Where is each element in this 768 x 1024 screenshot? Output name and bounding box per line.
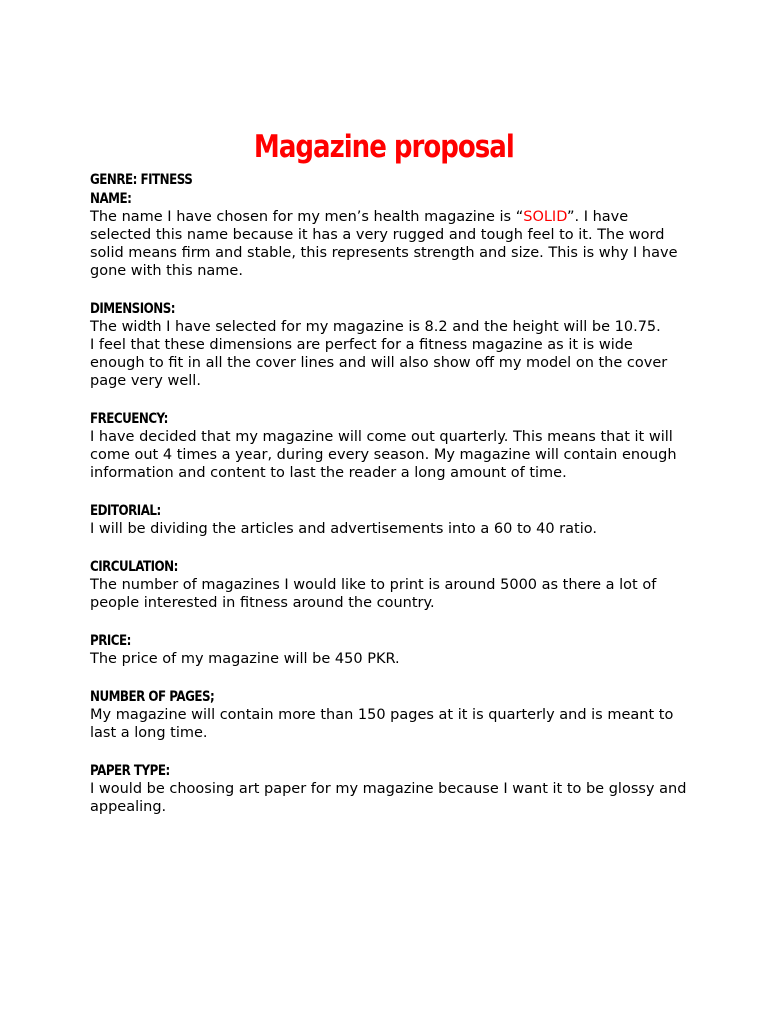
section-number-of-pages bbox=[90, 688, 690, 742]
section-circulation bbox=[90, 558, 690, 612]
section-name bbox=[90, 190, 690, 280]
section-heading: DIMENSIONS: bbox=[90, 301, 176, 317]
section-heading: NAME: bbox=[90, 191, 132, 207]
section-heading: CIRCULATION: bbox=[90, 559, 178, 575]
section-heading: EDITORIAL: bbox=[90, 503, 161, 519]
section-price bbox=[90, 632, 690, 668]
section-paragraph: My magazine will contain more than 150 pages at it is quarterly and is meant to last a long time. bbox=[90, 707, 674, 741]
section-heading: PAPER TYPE: bbox=[90, 763, 170, 779]
section-editorial bbox=[90, 502, 690, 538]
paragraph-text: ”. I have selected this name because it has a very rugged and tough feel to it. The word solid means firm and stable, this represents strength and size. This is why I have gone with this name. bbox=[90, 209, 678, 279]
section-dimensions bbox=[90, 300, 690, 390]
genre-heading: GENRE: FITNESS bbox=[90, 172, 193, 188]
section-paragraph: The width I have selected for my magazine is 8.2 and the height will be 10.75. bbox=[90, 319, 661, 335]
paragraph-text: The name I have chosen for my men’s health magazine is “ bbox=[90, 209, 524, 225]
section-paragraph: The price of my magazine will be 450 PKR. bbox=[90, 651, 400, 667]
document-title: Magazine proposal bbox=[253, 129, 514, 165]
section-heading: NUMBER OF PAGES; bbox=[90, 689, 215, 705]
section-paragraph bbox=[90, 208, 690, 280]
section-heading: PRICE: bbox=[90, 633, 131, 649]
section-paragraph: The number of magazines I would like to print is around 5000 as there a lot of people interested in fitness around the country. bbox=[90, 577, 657, 611]
section-paper-type bbox=[90, 762, 690, 816]
document-body bbox=[90, 170, 690, 836]
magazine-name-highlight: SOLID bbox=[523, 209, 567, 225]
section-frequency bbox=[90, 410, 690, 482]
section-paragraph: I have decided that my magazine will come out quarterly. This means that it will come out 4 times a year, during every season. My magazine will contain enough information and content to last the reader a long amount of time. bbox=[90, 429, 677, 481]
section-paragraph: I feel that these dimensions are perfect for a fitness magazine as it is wide enough to fit in all the cover lines and will also show off my model on the cover page very well. bbox=[90, 337, 668, 389]
section-heading: FRECUENCY: bbox=[90, 411, 168, 427]
section-paragraph: I would be choosing art paper for my magazine because I want it to be glossy and appealing. bbox=[90, 781, 687, 815]
section-paragraph: I will be dividing the articles and advertisements into a 60 to 40 ratio. bbox=[90, 521, 597, 537]
